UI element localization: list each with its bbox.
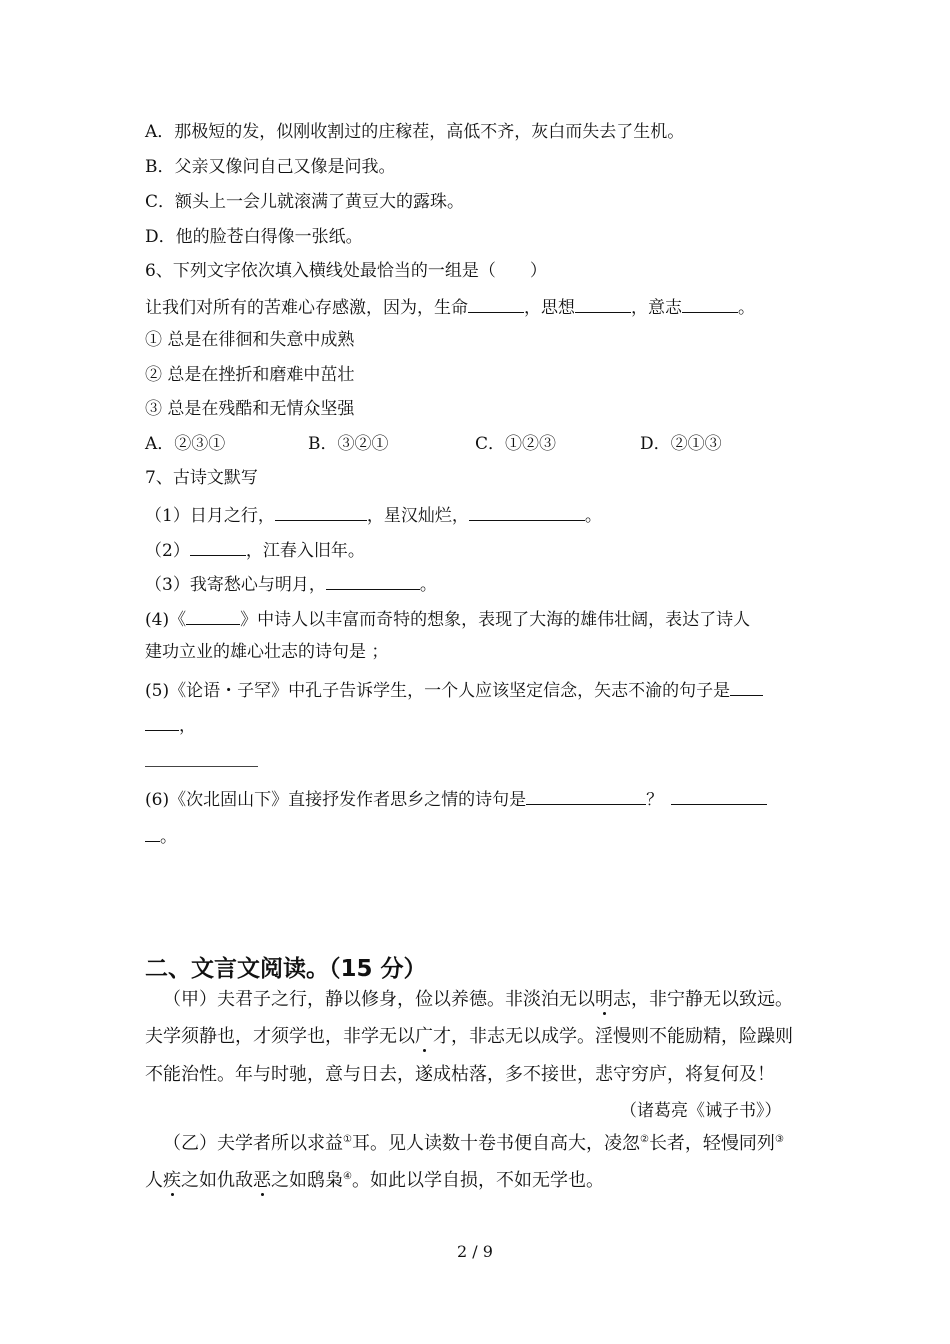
answer-line [145, 766, 258, 767]
passage-jia-line-2 [145, 1026, 793, 1048]
blank [468, 294, 524, 313]
passage-jia-line-3: 不能治性。年与时驰，意与日去，遂成枯落，多不接世，悲守穷庐，将复何及！ [145, 1064, 775, 1085]
q7-text: (6)《次北固山下》直接抒发作者思乡之情的诗句是 [145, 790, 527, 810]
passage-text: 人 [145, 1170, 163, 1191]
q7-text: （3）我寄愁心与明月， [145, 575, 326, 595]
q7-line-5b [145, 712, 196, 737]
question-7-title: 7、古诗文默写 [145, 468, 258, 488]
dotted-char: 恶 [253, 1170, 271, 1191]
q7-line-6 [145, 786, 767, 811]
passage-text: 耳。见人读数十卷书便自高大，凌忽 [351, 1133, 640, 1154]
q7-text: (4)《 [145, 610, 187, 630]
passage-text: 之如鸱枭 [271, 1170, 343, 1191]
passage-text: 夫学须静也，才须学也，非学无以 [145, 1026, 415, 1047]
blank [326, 571, 420, 590]
q7-text: ， [179, 716, 196, 736]
q7-line-4 [145, 606, 750, 631]
q6-item-2: ② 总是在挫折和磨难中茁壮 [145, 365, 355, 385]
q6-item-3: ③ 总是在残酷和无情众坚强 [145, 399, 355, 419]
passage-text: 。如此以学自损，不如无学也。 [351, 1170, 604, 1191]
passage-text: 志，非宁静无以致远。 [613, 989, 793, 1010]
blank [682, 294, 738, 313]
q7-line-2 [145, 537, 365, 562]
passage-text: 长者，轻慢同列 [648, 1133, 775, 1154]
q7-text: 。 [419, 575, 437, 595]
q7-text: ？ [646, 790, 664, 810]
dotted-char: 疾 [163, 1170, 181, 1191]
passage-text: 才，非志无以成学。淫慢则不能励精，险躁则 [433, 1026, 793, 1047]
q7-text: 》中诗人以丰富而奇特的想象，表现了大海的雄伟壮阔，表达了诗人 [240, 610, 751, 630]
blank [145, 823, 160, 842]
blank [145, 712, 179, 731]
stem-text: ，思想 [524, 298, 575, 318]
q6-choice-a: A．②③① [145, 434, 226, 454]
q7-text: (5)《论语・子罕》中孔子告诉学生，一个人应该坚定信念，矢志不渝的句子是 [145, 681, 731, 701]
q6-item-1: ① 总是在徘徊和失意中成熟 [145, 330, 355, 350]
blank [190, 537, 246, 556]
q7-text: ，江春入旧年。 [245, 541, 365, 561]
footnote-mark: ① [343, 1134, 352, 1145]
passage-yi-line-1 [163, 1133, 784, 1155]
q6-choice-b: B．③②① [308, 434, 389, 454]
option-c: C．额头上一会儿就滚满了黄豆大的露珠。 [145, 192, 465, 212]
blank [526, 786, 646, 805]
q6-choice-c: C．①②③ [475, 434, 557, 454]
q7-text: （2） [145, 541, 190, 561]
option-a: A．那极短的发，似刚收割过的庄稼茬，高低不齐，灰白而失去了生机。 [145, 122, 685, 142]
blank [671, 786, 767, 805]
option-d: D．他的脸苍白得像一张纸。 [145, 227, 363, 247]
passage-yi-line-2 [145, 1170, 604, 1192]
stem-text: 让我们对所有的苦难心存感激，因为，生命 [145, 298, 468, 318]
page-number: 2 / 9 [457, 1242, 493, 1261]
q7-text: 。 [584, 506, 602, 526]
q7-line-6b [145, 823, 177, 848]
q7-text: （1）日月之行， [145, 506, 275, 526]
section-heading: 二、文言文阅读。（15 分） [145, 956, 427, 982]
passage-text: 之如仇敌 [181, 1170, 253, 1191]
q6-choices [145, 433, 722, 455]
dotted-char: 广 [415, 1026, 433, 1047]
blank [730, 677, 763, 696]
passage-text: （甲）夫君子之行，静以修身，俭以养德。非淡泊无以 [163, 989, 595, 1010]
q7-line-4b: 建功立业的雄心壮志的诗句是 ； [145, 642, 389, 662]
question-6-title: 6、下列文字依次填入横线处最恰当的一组是（ ） [145, 261, 547, 281]
blank [275, 502, 367, 521]
blank [469, 502, 585, 521]
q7-line-3 [145, 571, 437, 596]
question-6-stem [145, 294, 755, 319]
option-b: B．父亲又像问自己又像是问我。 [145, 157, 396, 177]
passage-source: （诸葛亮《诫子书》） [620, 1101, 782, 1121]
q7-text: ，星汉灿烂， [366, 506, 469, 526]
blank [575, 294, 631, 313]
dotted-char: 明 [595, 989, 613, 1010]
q7-line-5 [145, 677, 763, 702]
passage-text: （乙）夫学者所以求益 [163, 1133, 343, 1154]
footnote-mark: ③ [774, 1134, 784, 1145]
passage-jia-line-1 [163, 989, 793, 1011]
blank [186, 606, 240, 625]
footnote-mark: ② [639, 1134, 649, 1145]
q6-choice-d: D．②①③ [640, 434, 722, 454]
footnote-mark: ④ [343, 1171, 352, 1182]
stem-text: 。 [738, 298, 755, 318]
stem-text: ，意志 [631, 298, 682, 318]
q7-text: 。 [160, 827, 177, 847]
q7-line-1 [145, 502, 602, 527]
